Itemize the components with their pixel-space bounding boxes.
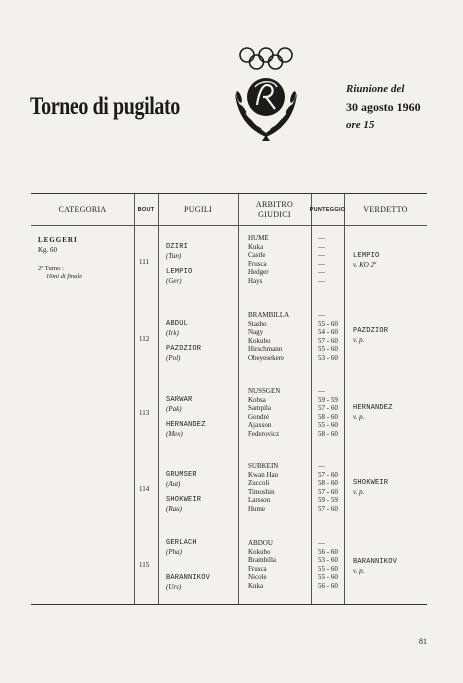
olympic-rome-emblem: [229, 45, 303, 145]
boxer-name: HERNANDEZ: [166, 421, 206, 429]
boxer-name: SHOKWEIR: [166, 496, 202, 504]
judge-name: Larsson: [248, 496, 271, 504]
boxer-name: SARWAR: [166, 396, 193, 404]
score: —: [318, 276, 325, 285]
verdict-method: v. p.: [353, 488, 365, 496]
col-header-arbitro-line2: GIUDICI: [258, 209, 291, 219]
referee-name: NUSSGEN: [248, 387, 281, 395]
score: 55 - 60: [318, 319, 338, 328]
verdict-winner: PAZDZIOR: [353, 327, 389, 335]
boxer-country: (Urs): [166, 583, 182, 591]
results-table: [31, 193, 427, 605]
bout-number: 113: [139, 409, 150, 417]
bout-number: 111: [139, 258, 149, 266]
col-header-pugili: PUGILI: [183, 204, 213, 214]
score: 55 - 60: [318, 345, 338, 353]
score: —: [318, 462, 325, 470]
verdict-method: v. p.: [353, 336, 365, 344]
judge-name: Stasho: [248, 319, 267, 328]
judge-name: Nagy: [248, 328, 264, 336]
page-title: Torneo di pugilato: [30, 93, 180, 120]
verdict-method: v. KO 2ª: [353, 261, 376, 269]
judge-name: Hays: [248, 276, 263, 285]
category-weight: Kg. 60: [38, 246, 58, 254]
category-round: 2º Turno :: [38, 265, 64, 272]
score: 57 - 60: [318, 336, 338, 345]
judge-name: Nicole: [248, 573, 267, 581]
score: 57 - 60: [318, 504, 338, 513]
judge-name: Kwan Han: [248, 470, 279, 479]
judge-name: Kokubo: [248, 336, 271, 345]
judge-name: Zuccoli: [248, 479, 270, 487]
verdict-winner: BARANNIKOV: [353, 558, 398, 566]
judge-name: Timoshin: [248, 487, 275, 496]
referee-name: HUME: [248, 234, 269, 242]
judge-name: Hirschmann: [248, 345, 283, 353]
meeting-time: ore 15: [346, 119, 375, 131]
judge-name: Sampila: [248, 404, 271, 412]
category-name: LEGGERI: [38, 236, 78, 244]
score: 55 - 60: [318, 564, 338, 573]
score: 58 - 60: [318, 412, 338, 421]
boxer-country: (Irk): [166, 329, 179, 337]
boxer-name: BARANNIKOV: [166, 574, 211, 582]
judge-name: Gondré: [248, 412, 269, 421]
score: 58 - 60: [318, 429, 338, 438]
judge-name: Kuka: [248, 581, 264, 590]
verdict-winner: LEMPIO: [353, 252, 380, 260]
boxer-country: (Pol): [166, 354, 181, 362]
score: 53 - 60: [318, 556, 338, 564]
category-round-detail: 16mi di finale: [46, 273, 83, 280]
score: —: [318, 259, 325, 268]
judge-name: Brambilla: [248, 556, 276, 564]
boxer-country: (Pha): [166, 548, 182, 556]
score: —: [318, 268, 325, 276]
judge-name: Ajaxson: [248, 421, 272, 429]
boxer-name: ABDUL: [166, 320, 189, 328]
col-header-verdetto: VERDETTO: [363, 204, 408, 214]
judge-name: Frusca: [248, 564, 267, 573]
score: —: [318, 311, 325, 319]
boxer-country: (Ger): [166, 277, 182, 285]
boxer-name: GERLACH: [166, 539, 197, 547]
bout-number: 115: [139, 561, 150, 569]
judge-name: Frusca: [248, 259, 267, 268]
score: 54 - 60: [318, 328, 338, 336]
judge-name: Obeyesekere: [248, 353, 285, 362]
boxer-name: PAZDZIOR: [166, 345, 202, 353]
judge-name: Kobsa: [248, 395, 266, 404]
boxer-country: (Tun): [166, 252, 182, 260]
boxer-name: LEMPIO: [166, 268, 193, 276]
score: —: [318, 251, 325, 259]
referee-name: ABDOU: [248, 539, 273, 547]
judge-name: Kuka: [248, 242, 264, 251]
score: 55 - 60: [318, 573, 338, 581]
boxer-name: DZIRI: [166, 243, 189, 251]
score: 59 - 59: [318, 496, 338, 504]
boxer-country: (Mex): [166, 430, 183, 438]
referee-name: SURKEIN: [248, 462, 279, 470]
judge-name: Hedger: [248, 268, 269, 276]
col-header-arbitro: [238, 194, 311, 225]
boxer-name: GRUMSER: [166, 471, 197, 479]
score: —: [318, 242, 325, 251]
judge-name: Castle: [248, 251, 266, 259]
score: 59 - 59: [318, 395, 338, 404]
verdict-winner: SHOKWEIR: [353, 479, 389, 487]
boxer-country: (Rau): [166, 505, 182, 513]
score: —: [318, 234, 325, 242]
bout-number: 114: [139, 485, 150, 493]
score: 57 - 60: [318, 404, 338, 412]
judge-name: Kokubo: [248, 547, 271, 556]
score: 58 - 60: [318, 479, 338, 487]
verdict-method: v. p.: [353, 413, 365, 421]
score: 56 - 60: [318, 581, 338, 590]
boxer-country: (Aut): [166, 480, 181, 488]
page-number: 81: [419, 637, 427, 646]
score: —: [318, 539, 325, 547]
col-header-punteggio: PUNTEGGIO: [309, 206, 346, 213]
score: 55 - 60: [318, 421, 338, 429]
judge-name: Federovicz: [248, 429, 280, 438]
col-header-bout: BOUT: [137, 206, 155, 213]
col-header-arbitro-line1: ARBITRO: [255, 199, 294, 209]
judge-name: Hume: [248, 504, 266, 513]
score: 57 - 60: [318, 487, 338, 496]
verdict-winner: HERNANDEZ: [353, 404, 393, 412]
meeting-info: [346, 80, 450, 134]
referee-name: BRAMBILLA: [248, 311, 290, 319]
meeting-date: 30 agosto 1960: [346, 100, 421, 114]
score: 56 - 60: [318, 547, 338, 556]
score: 57 - 60: [318, 470, 338, 479]
score: 53 - 60: [318, 353, 338, 362]
score: —: [318, 387, 325, 395]
verdict-method: v. p.: [353, 567, 365, 575]
bout-number: 112: [139, 335, 150, 343]
meeting-label: Riunione del: [346, 83, 405, 95]
boxer-country: (Pak): [166, 405, 182, 413]
col-header-categoria: CATEGORIA: [58, 204, 107, 214]
